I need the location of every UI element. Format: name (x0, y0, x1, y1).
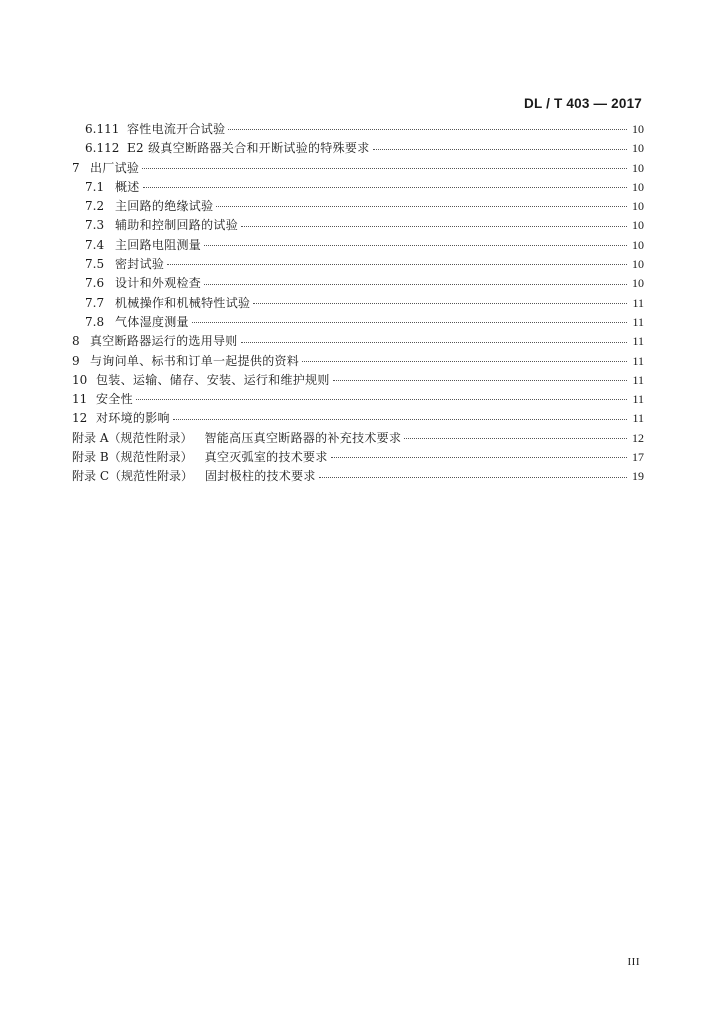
toc-entry-7-8[interactable] (72, 313, 644, 332)
toc-entry-page: 10 (632, 218, 644, 233)
toc-entry-number: 附录 B（规范性附录） (72, 450, 193, 465)
toc-leader-dots (204, 244, 627, 246)
toc-leader-dots (241, 225, 627, 227)
toc-entry-7-1[interactable] (72, 178, 644, 197)
toc-entry-number: 7.4 (85, 237, 105, 252)
toc-entry-page: 11 (632, 353, 644, 368)
toc-leader-dots (333, 379, 627, 381)
toc-leader-dots (192, 321, 627, 323)
toc-entry-number: 7 (72, 160, 80, 175)
toc-entry-7-4[interactable] (72, 236, 644, 255)
toc-entry-title: 机械操作和机械特性试验 (115, 295, 251, 310)
toc-entry-number: 10 (72, 372, 88, 387)
table-of-contents (72, 120, 644, 487)
toc-leader-dots (404, 437, 627, 439)
toc-entry-7-6[interactable] (72, 274, 644, 293)
document-code-header: DL / T 403 — 2017 (524, 96, 642, 111)
toc-entry-page: 10 (632, 237, 644, 252)
toc-leader-dots (241, 341, 627, 343)
toc-entry-number: 7.7 (85, 295, 105, 310)
toc-entry-6-111[interactable] (72, 120, 644, 139)
toc-entry-number: 附录 C（规范性附录） (72, 469, 193, 484)
toc-entry-7-3[interactable] (72, 216, 644, 235)
toc-entry-appendix-b[interactable] (72, 448, 644, 467)
toc-leader-dots (136, 398, 627, 400)
toc-entry-page: 11 (632, 411, 644, 426)
toc-entry-title: 固封极柱的技术要求 (205, 469, 316, 484)
toc-entry-title: 主回路电阻测量 (115, 237, 202, 252)
toc-entry-title: 概述 (115, 179, 140, 194)
toc-entry-page: 17 (632, 450, 644, 465)
toc-entry-page: 12 (632, 430, 644, 445)
toc-entry-title: 出厂试验 (90, 160, 140, 175)
toc-entry-title: 对环境的影响 (96, 411, 170, 426)
toc-entry-title: 真空灭弧室的技术要求 (204, 450, 328, 465)
toc-entry-page: 10 (632, 141, 644, 156)
toc-leader-dots (173, 418, 627, 420)
toc-entry-appendix-a[interactable] (72, 429, 644, 448)
toc-entry-7-2[interactable] (72, 197, 644, 216)
toc-entry-6-112[interactable] (72, 139, 644, 158)
toc-entry-10[interactable] (72, 371, 644, 390)
toc-entry-page: 10 (632, 257, 644, 272)
toc-entry-11[interactable] (72, 390, 644, 409)
toc-entry-7-5[interactable] (72, 255, 644, 274)
toc-entry-page: 19 (632, 469, 644, 484)
toc-entry-number: 8 (72, 334, 80, 349)
toc-entry-8[interactable] (72, 332, 644, 351)
toc-entry-number: 附录 A（规范性附录） (72, 430, 193, 445)
toc-entry-page: 10 (632, 199, 644, 214)
toc-entry-number: 7.5 (85, 257, 105, 272)
toc-entry-number: 7.8 (85, 314, 105, 329)
toc-entry-number: 12 (72, 411, 88, 426)
toc-entry-page: 11 (632, 314, 644, 329)
toc-leader-dots (167, 263, 627, 265)
toc-entry-number: 6.112 (85, 141, 120, 156)
toc-leader-dots (228, 128, 627, 130)
toc-entry-title: E2 级真空断路器关合和开断试验的特殊要求 (127, 141, 370, 156)
toc-leader-dots (373, 148, 627, 150)
toc-entry-12[interactable] (72, 409, 644, 428)
toc-entry-title: 气体湿度测量 (115, 314, 189, 329)
toc-leader-dots (319, 476, 627, 478)
toc-entry-title: 主回路的绝缘试验 (115, 199, 214, 214)
toc-entry-page: 11 (632, 334, 644, 349)
toc-leader-dots (331, 456, 627, 458)
toc-entry-title: 智能高压真空断路器的补充技术要求 (204, 430, 402, 445)
toc-leader-dots (143, 186, 627, 188)
toc-entry-number: 7.3 (85, 218, 105, 233)
toc-entry-page: 10 (632, 179, 644, 194)
toc-leader-dots (204, 283, 627, 285)
toc-entry-number: 7.2 (85, 199, 105, 214)
toc-entry-title: 设计和外观检查 (115, 276, 202, 291)
toc-leader-dots (253, 302, 627, 304)
toc-entry-title: 真空断路器运行的选用导则 (90, 334, 238, 349)
toc-entry-page: 10 (632, 276, 644, 291)
toc-entry-7-7[interactable] (72, 294, 644, 313)
toc-entry-number: 7.6 (85, 276, 105, 291)
toc-entry-number: 7.1 (85, 179, 105, 194)
page-number: III (627, 956, 640, 968)
toc-leader-dots (216, 205, 627, 207)
toc-entry-page: 11 (632, 392, 644, 407)
toc-entry-number: 6.111 (85, 122, 120, 136)
toc-entry-number: 9 (72, 353, 80, 368)
toc-entry-9[interactable] (72, 352, 644, 371)
toc-entry-page: 11 (632, 372, 644, 387)
toc-entry-page: 10 (632, 160, 644, 175)
toc-entry-title: 包装、运输、储存、安装、运行和维护规则 (96, 372, 330, 387)
toc-entry-page: 10 (632, 122, 644, 136)
toc-entry-appendix-c[interactable] (72, 467, 644, 486)
toc-leader-dots (302, 360, 627, 362)
toc-entry-title: 密封试验 (115, 257, 165, 272)
toc-entry-title: 与询问单、标书和订单一起提供的资料 (90, 353, 300, 368)
toc-entry-title: 容性电流开合试验 (127, 122, 226, 136)
toc-entry-title: 辅助和控制回路的试验 (115, 218, 239, 233)
toc-entry-7[interactable] (72, 159, 644, 178)
toc-leader-dots (142, 167, 627, 169)
toc-entry-page: 11 (632, 295, 644, 310)
toc-entry-number: 11 (72, 392, 88, 407)
toc-entry-title: 安全性 (96, 392, 133, 407)
